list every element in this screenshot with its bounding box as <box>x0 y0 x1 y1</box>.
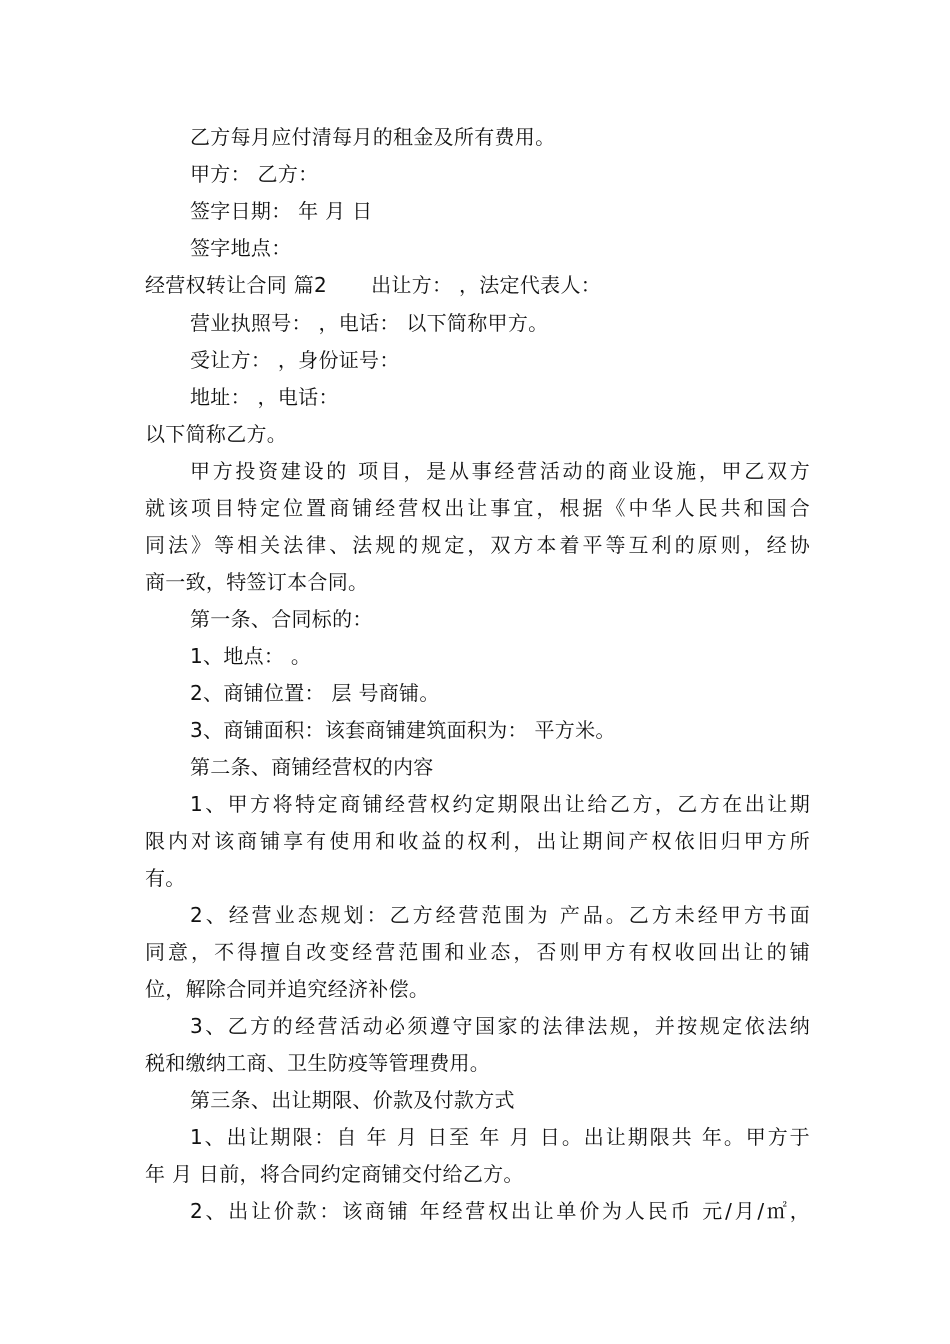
text-line: 以下简称乙方。 <box>145 422 288 446</box>
section-heading-line <box>145 270 810 300</box>
article-heading: 第一条、合同标的： <box>190 607 373 631</box>
text-line: 1、地点： 。 <box>190 644 312 668</box>
text-line: 签字日期： 年 月 日 <box>190 199 373 223</box>
text-line: 签字地点： <box>190 236 292 260</box>
text-line: 出让方： ，法定代表人： <box>371 273 602 297</box>
text-line: 2、商铺位置： 层 号商铺。 <box>190 681 440 705</box>
text-line: 商一致，特签订本合同。 <box>145 570 369 594</box>
text-line: 甲方： 乙方： <box>190 162 319 186</box>
text-line: 3、商铺面积：该套商铺建筑面积为： 平方米。 <box>190 718 616 742</box>
text-line: 地址： ，电话： <box>190 385 339 409</box>
text-line: 1、出让期限：自 年 月 日至 年 月 日。出让期限共 年。甲方于 <box>190 1125 810 1149</box>
text-line: 年 月 日前，将合同约定商铺交付给乙方。 <box>145 1162 524 1186</box>
text-line: 税和缴纳工商、卫生防疫等管理费用。 <box>145 1051 491 1075</box>
text-line: 2、出让价款：该商铺 年经营权出让单价为人民币 元/月/㎡， <box>190 1199 810 1223</box>
text-line: 甲方投资建设的 项目，是从事经营活动的商业设施，甲乙双方 <box>190 459 810 483</box>
article-heading: 第三条、出让期限、价款及付款方式 <box>190 1088 515 1112</box>
text-line: 乙方每月应付清每月的租金及所有费用。 <box>190 125 556 149</box>
text-line: 限内对该商铺享有使用和收益的权利，出让期间产权依旧归甲方所 <box>145 829 810 853</box>
text-line: 同意，不得擅自改变经营范围和业态，否则甲方有权收回出让的铺 <box>145 940 810 964</box>
text-line: 同法》等相关法律、法规的规定，双方本着平等互利的原则，经协 <box>145 533 810 557</box>
section-heading: 经营权转让合同 篇2 <box>145 273 328 297</box>
text-line: 位，解除合同并追究经济补偿。 <box>145 977 430 1001</box>
text-line: 受让方： ，身份证号： <box>190 348 400 372</box>
text-line: 1、甲方将特定商铺经营权约定期限出让给乙方，乙方在出让期 <box>190 792 810 816</box>
text-line: 2、经营业态规划：乙方经营范围为 产品。乙方未经甲方书面 <box>190 903 810 927</box>
text-line: 3、乙方的经营活动必须遵守国家的法律法规，并按规定依法纳 <box>190 1014 810 1038</box>
text-line: 有。 <box>145 866 186 890</box>
text-line: 就该项目特定位置商铺经营权出让事宜，根据《中华人民共和国合 <box>145 496 810 520</box>
article-heading: 第二条、商铺经营权的内容 <box>190 755 434 779</box>
text-line: 营业执照号： ，电话： 以下简称甲方。 <box>190 311 549 335</box>
